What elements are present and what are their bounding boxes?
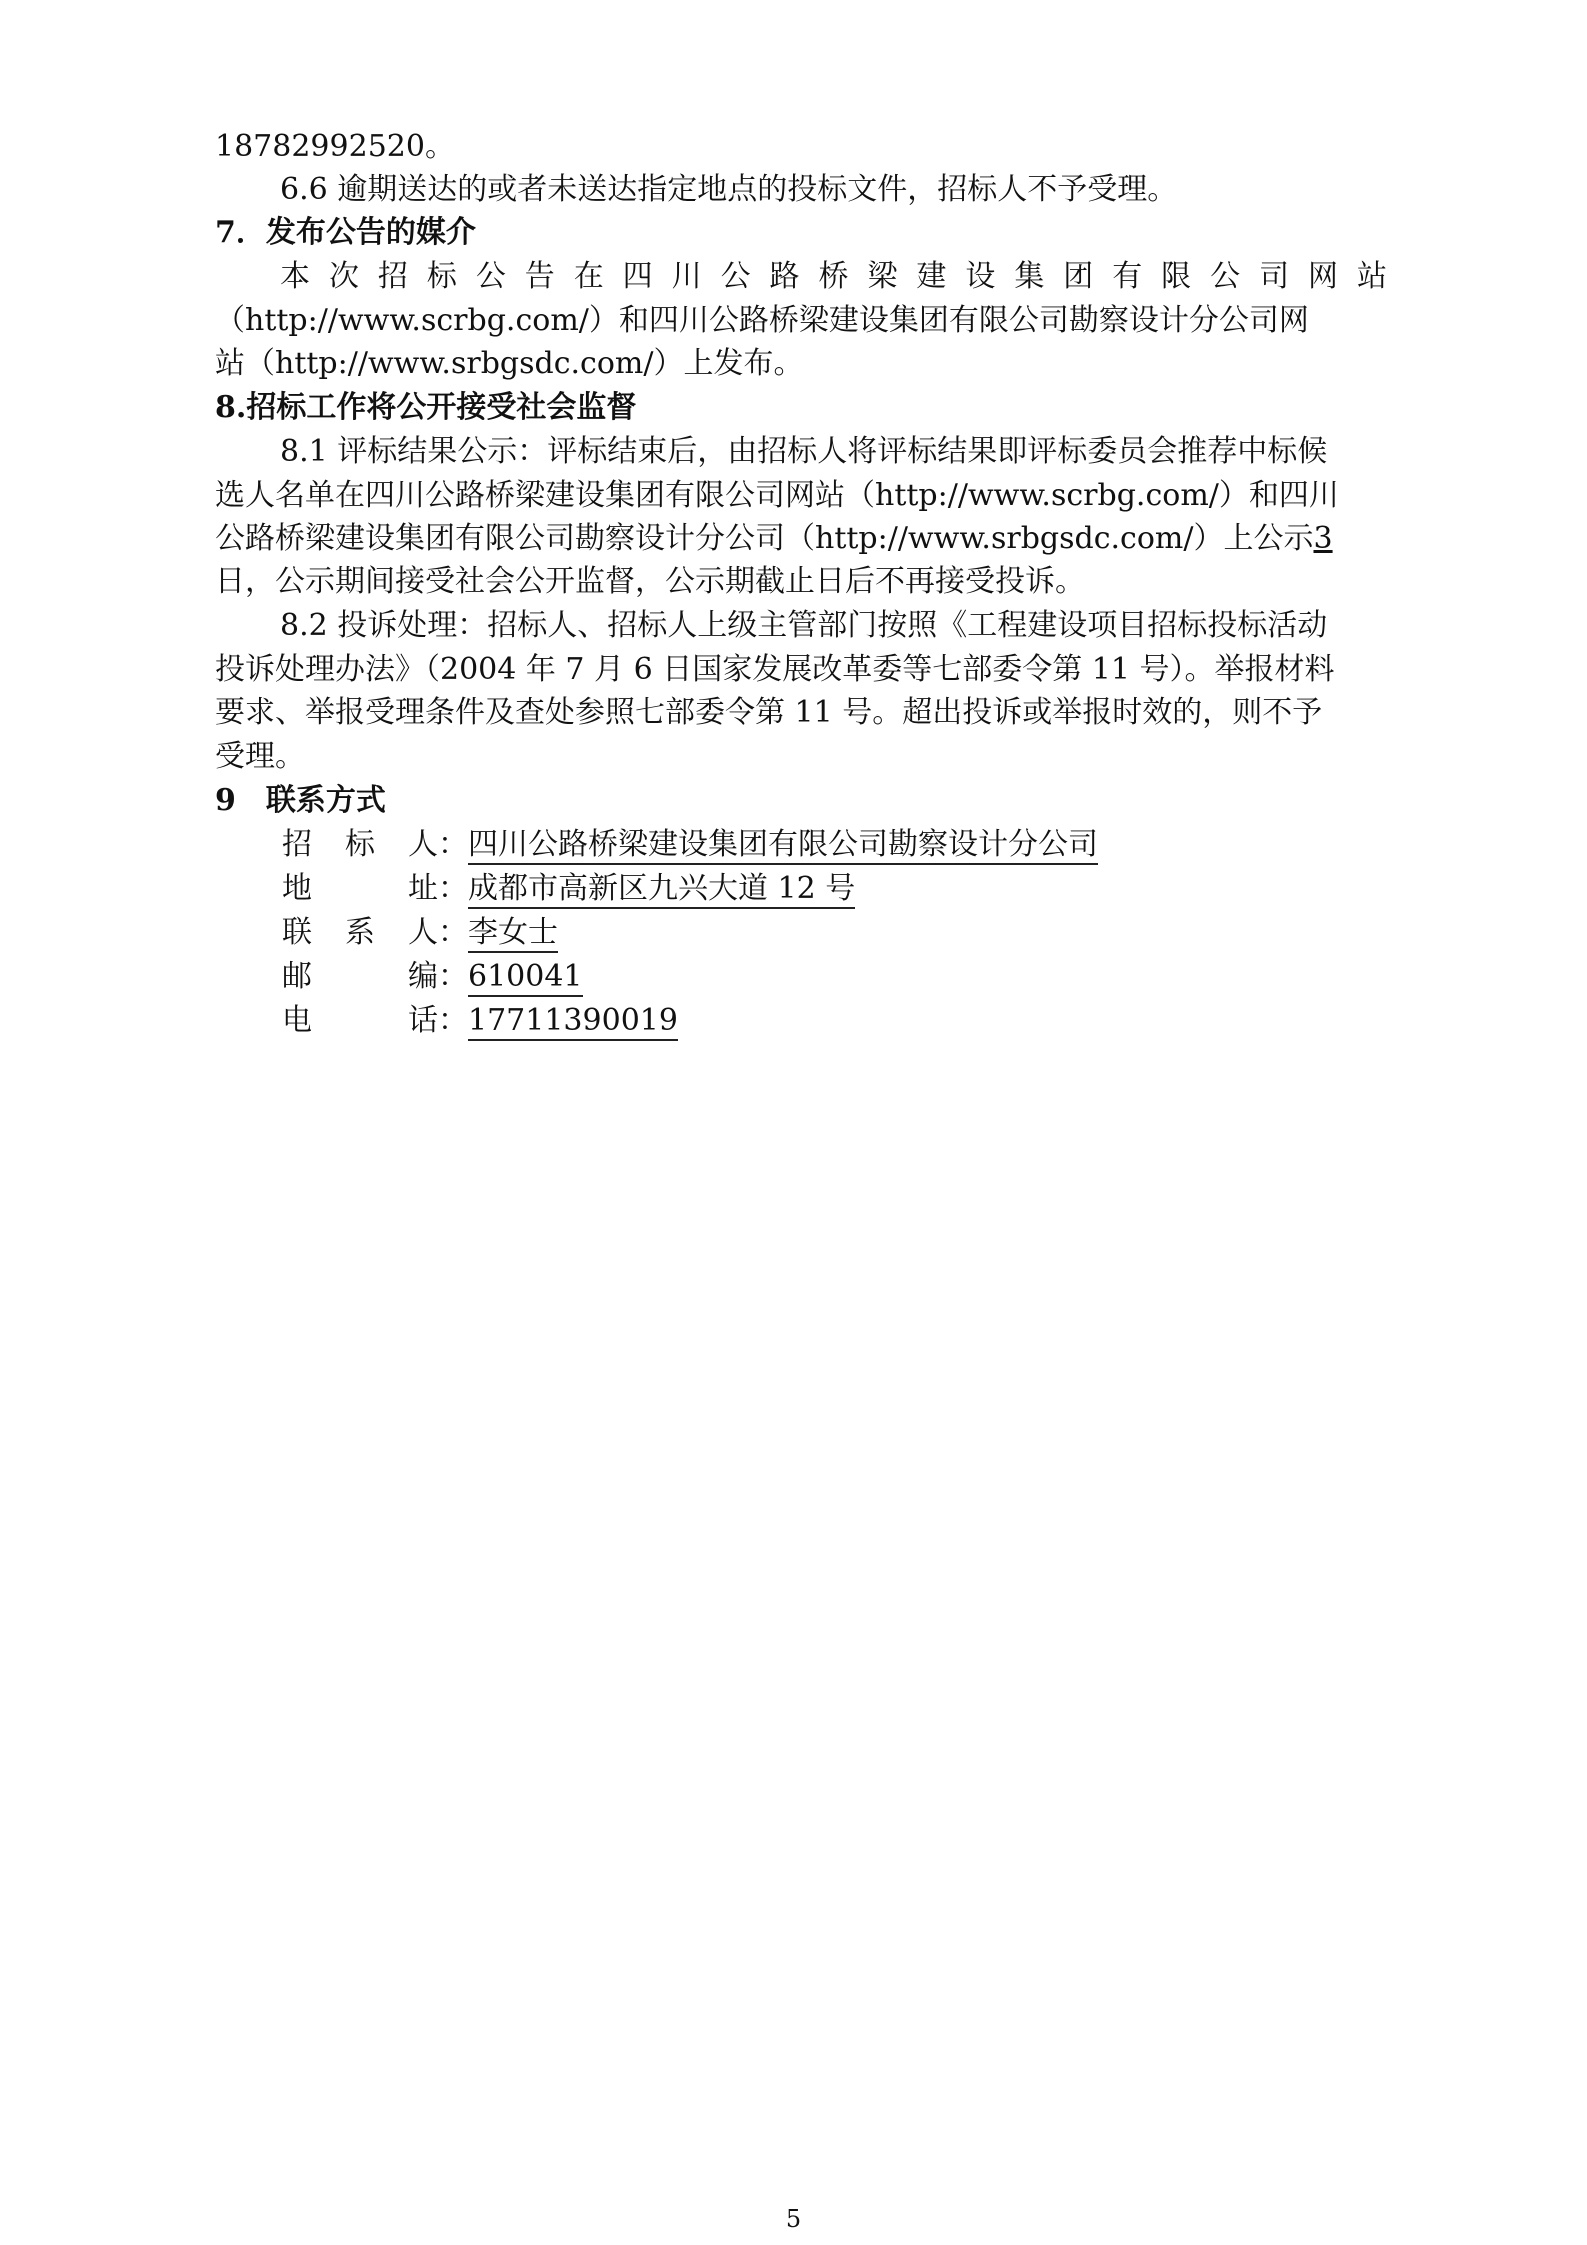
text-line: 站（http://www.srbgsdc.com/）上发布。 [215,346,804,381]
text-line: 8.1 评标结果公示：评标结束后，由招标人将评标结果即评标委员会推荐中标候 [280,434,1328,469]
text-line: 要求、举报受理条件及查处参照七部委令第 11 号。超出投诉或举报时效的，则不予 [215,695,1323,730]
contact-separator: ： [438,1003,468,1038]
contact-value: 李女士 [468,915,558,953]
text-line: 6.6 逾期送达的或者未送达指定地点的投标文件，招标人不予受理。 [280,172,1178,207]
section-heading-9: 9 联系方式 [215,783,386,818]
contact-row-person [282,911,558,955]
contact-row-bidder [282,823,1098,867]
page-number: 5 [785,2205,802,2233]
contact-label: 地址 [282,871,438,906]
contact-label: 电话 [282,1003,438,1038]
text-line: 18782992520。 [215,129,455,164]
text-line: 受理。 [215,739,305,774]
underlined-number: 3 [1313,521,1333,556]
text-line: 选人名单在四川公路桥梁建设集团有限公司网站（http://www.scrbg.com/）和四川 [215,478,1339,513]
text-line: 本次招标公告在四川公路桥梁建设集团有限公司网站 [280,259,1387,294]
contact-row-postcode [282,955,583,999]
text-line: （http://www.scrbg.com/）和四川公路桥梁建设集团有限公司勘察设计分公司网 [215,303,1309,338]
contact-value: 17711390019 [468,1003,678,1041]
text-segment: 公路桥梁建设集团有限公司勘察设计分公司（http://www.srbgsdc.com/）上公示 [215,521,1314,556]
contact-separator: ： [438,827,468,862]
contact-row-phone [282,999,678,1043]
contact-separator: ： [438,871,468,906]
section-heading-7: 7．发布公告的媒介 [215,215,476,250]
text-line: 日，公示期间接受社会公开监督，公示期截止日后不再接受投诉。 [215,564,1085,599]
contact-value: 610041 [468,959,583,997]
contact-value: 成都市高新区九兴大道 12 号 [468,871,855,909]
contact-value: 四川公路桥梁建设集团有限公司勘察设计分公司 [468,827,1098,865]
contact-separator: ： [438,915,468,950]
contact-label: 招标人 [282,827,438,862]
contact-separator: ： [438,959,468,994]
text-line [215,517,1333,561]
contact-row-address [282,867,855,911]
text-line: 投诉处理办法》（2004 年 7 月 6 日国家发展改革委等七部委令第 11 号）。举报材料 [215,652,1335,687]
contact-label: 邮编 [282,959,438,994]
contact-label: 联系人 [282,915,438,950]
section-heading-8: 8.招标工作将公开接受社会监督 [215,390,637,425]
text-line: 8.2 投诉处理：招标人、招标人上级主管部门按照《工程建设项目招标投标活动 [280,608,1328,643]
